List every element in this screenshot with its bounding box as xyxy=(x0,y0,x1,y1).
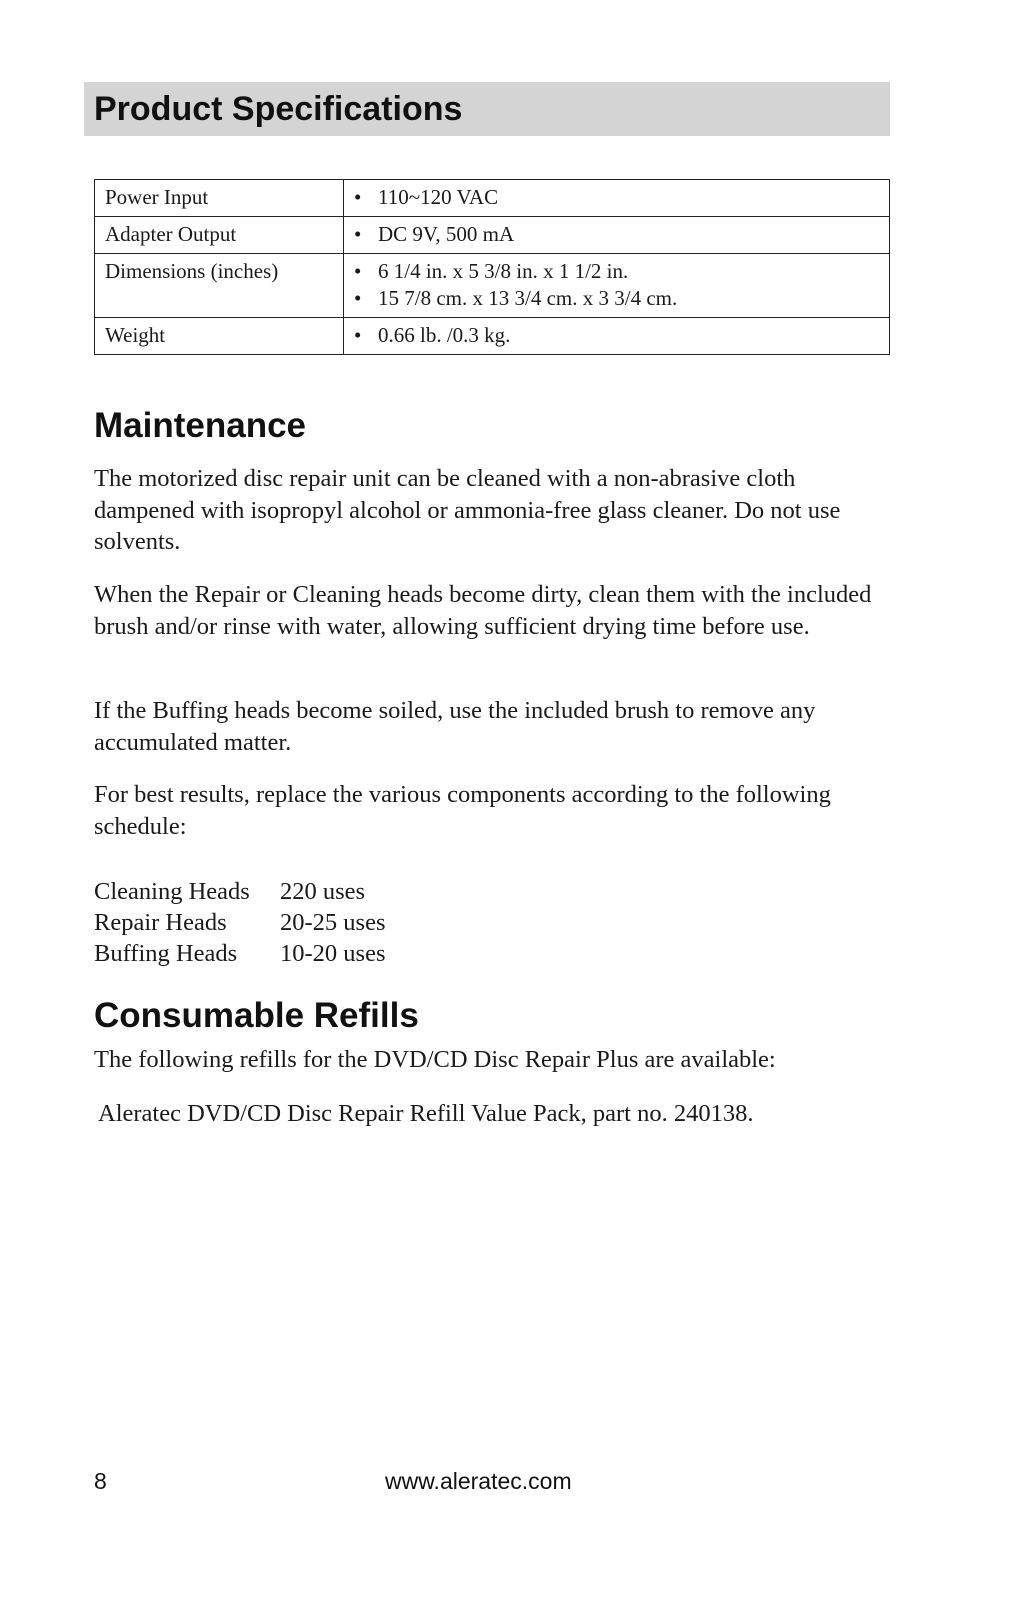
spec-value-cell xyxy=(344,318,890,355)
refills-intro: The following refills for the DVD/CD Disc Repair Plus are available: xyxy=(94,1046,776,1073)
list-item xyxy=(94,876,385,907)
table-row xyxy=(95,180,890,217)
spec-value: • 6 1/4 in. x 5 3/8 in. x 1 1/2 in. xyxy=(354,258,879,285)
specifications-table xyxy=(94,179,890,355)
schedule-part: Cleaning Heads xyxy=(94,878,250,905)
schedule-uses: 220 uses xyxy=(280,878,366,905)
spec-value: • 110~120 VAC xyxy=(354,184,879,211)
maintenance-paragraph-schedule: For best results, replace the various components according to the following schedule: xyxy=(94,781,831,840)
schedule-uses: 10-20 uses xyxy=(280,940,386,967)
page-number: 8 xyxy=(94,1468,107,1494)
spec-value-cell xyxy=(344,254,890,318)
refills-item: Aleratec DVD/CD Disc Repair Refill Value Pack, part no. 240138. xyxy=(98,1100,754,1127)
spec-label: Adapter Output xyxy=(95,217,344,254)
table-row xyxy=(95,217,890,254)
page-title: Product Specifications xyxy=(94,90,463,128)
website-url: www.aleratec.com xyxy=(385,1468,572,1494)
list-item xyxy=(94,907,385,938)
list-item xyxy=(94,938,385,969)
schedule-part: Buffing Heads xyxy=(94,940,238,967)
schedule-uses: 20-25 uses xyxy=(280,909,386,936)
spec-value: • DC 9V, 500 mA xyxy=(354,221,879,248)
schedule-part: Repair Heads xyxy=(94,909,227,936)
maintenance-paragraph-buffing: If the Buffing heads become soiled, use the included brush to remove any accumulated matter. xyxy=(94,697,816,756)
table-row xyxy=(95,318,890,355)
spec-label: Power Input xyxy=(95,180,344,217)
replacement-schedule xyxy=(94,876,385,969)
section-header-bar xyxy=(84,82,890,136)
spec-label: Weight xyxy=(95,318,344,355)
spec-value: • 0.66 lb. /0.3 kg. xyxy=(354,322,879,349)
table-row xyxy=(95,254,890,318)
spec-value-cell xyxy=(344,217,890,254)
maintenance-paragraph-cleaning: The motorized disc repair unit can be cleaned with a non-abrasive cloth dampened with isopropyl alcohol or ammonia-free glass cleaner. Do not use solvents. xyxy=(94,465,841,555)
maintenance-paragraph-heads: When the Repair or Cleaning heads become dirty, clean them with the included brush and/or rinse with water, allowing sufficient drying time before use. xyxy=(94,581,872,640)
spec-value: • 15 7/8 cm. x 13 3/4 cm. x 3 3/4 cm. xyxy=(354,285,879,312)
spec-label: Dimensions (inches) xyxy=(95,254,344,318)
maintenance-heading: Maintenance xyxy=(94,406,306,445)
spec-value-cell xyxy=(344,180,890,217)
refills-heading: Consumable Refills xyxy=(94,996,419,1035)
